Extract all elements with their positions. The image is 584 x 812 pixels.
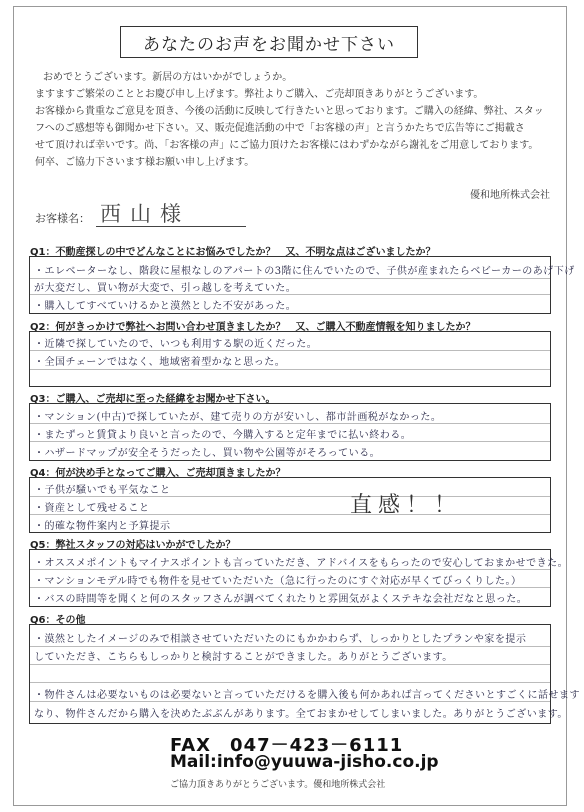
question-6: Q6：その他 — [30, 615, 86, 626]
page-title: あなたのお声をお聞かせ下さい — [120, 26, 418, 58]
answer-rule — [30, 701, 550, 702]
question-3: Q3：ご購入、ご売却に至った経緯をお聞かせ下さい。 — [30, 394, 276, 405]
answer-5-line: ・マンションモデル時でも物件を見せていただいた（急に行ったのにすぐ対応が早くてびっくりした。） — [34, 576, 522, 587]
fax-number: FAX 047－423－6111 — [170, 735, 404, 756]
answer-rule — [30, 514, 550, 515]
answer-rule — [30, 423, 550, 424]
answer-6-line: していただき、こちらもしっかりと検討することができました。ありがとうございます。 — [34, 652, 453, 663]
answer-rule — [30, 294, 550, 295]
customer-label: お客様名： — [35, 212, 90, 225]
answer-6-line: ・物件さんは必要ないものは必要ないと言っていただけるを購入後も何かあれば言ってくださいとすごくに話せます — [34, 690, 580, 701]
answer-6-line: なり、物件さんだから購入を決めたぶぶんがあります。全ておまかせしてしまいました。ありがとうございます。 — [34, 709, 568, 720]
answer-2-line: ・全国チェーンではなく、地域密着型かなと思った。 — [34, 357, 286, 368]
answer-1-line: ・エレベーターなし、階段に屋根なしのアパートの3階に住んでいたので、子供が産まれたらベビーカーのあげ下げ — [34, 266, 575, 277]
answer-1-line: ・購入してすべていけるかと漠然とした不安があった。 — [34, 301, 297, 312]
footer-thanks: ご協力頂きありがとうございます。優和地所株式会社 — [170, 780, 386, 790]
customer-name: 西山様 — [100, 202, 190, 226]
intro-line: 何卒、ご協力下さいます様お願い申し上げます。 — [35, 157, 255, 168]
answer-rule — [30, 496, 550, 497]
customer-underline — [96, 226, 246, 227]
handwritten-note: 直感！！ — [350, 493, 463, 518]
answer-rule — [30, 587, 550, 588]
company-name: 優和地所株式会社 — [470, 190, 550, 201]
answer-rule — [30, 646, 550, 647]
answer-4-line: ・資産として残せること — [34, 503, 150, 514]
answer-rule — [30, 569, 550, 570]
answer-3-line: ・またずっと賃貸より良いと言ったので、今購入すると定年までに払い終わる。 — [34, 430, 412, 441]
question-5: Q5：弊社スタッフの対応はいかがでしたか？ — [30, 540, 236, 551]
answer-rule — [30, 369, 550, 370]
answer-rule — [30, 441, 550, 442]
answer-4-line: ・子供が騒いでも平気なこと — [34, 485, 171, 496]
answer-4-line: ・的確な物件案内と予算提示 — [34, 521, 171, 532]
answer-rule — [30, 664, 550, 665]
answer-2-line: ・近隣で探していたので、いつも利用する駅の近くだった。 — [34, 339, 318, 350]
answer-5-line: ・バスの時間等を聞くと何のスタッフさんが調べてくれたりと雰囲気がよくステキな会社だなと思った。 — [34, 594, 528, 605]
question-4: Q4：何が決め手となってご購入、ご売却頂きましたか？ — [30, 468, 286, 479]
answer-1-line: が大変だし、買い物が大変で、引っ越しを考えていた。 — [34, 283, 297, 294]
intro-line: お客様から貴重なご意見を頂き、今後の活動に反映して行きたいと思っております。ご購入の経緯、弊社、スタッ — [35, 106, 544, 117]
answer-6-line: ・漠然としたイメージのみで相談させていただいたのにもかかわらず、しっかりとしたプランや家を提示 — [34, 634, 527, 645]
question-2: Q2：何がきっかけで弊社へお問い合わせ頂きましたか？ 又、ご購入不動産情報を知りましたか？ — [30, 322, 476, 333]
answer-5-line: ・オススメポイントもマイナスポイントも言っていただき、アドバイスをもらったので安心しておまかせできた。 — [34, 558, 569, 569]
answer-3-line: ・マンション(中古)で探していたが、建て売りの方が安いし、都市計画税がなかった。 — [34, 412, 442, 423]
intro-line: せて頂ければ幸いです。尚、「お客様の声」にご協力頂けたお客様にはわずかながら謝礼をご用意しております。 — [35, 140, 539, 151]
email-address: Mail:info@yuuwa-jisho.co.jp — [170, 752, 439, 772]
answer-rule — [30, 682, 550, 683]
answer-rule — [30, 350, 550, 351]
intro-text — [35, 69, 555, 171]
question-1: Q1：不動産探しの中でどんなことにお悩みでしたか？ 又、不明な点はございましたか？ — [30, 247, 436, 258]
answer-3-line: ・ハザードマップが安全そうだったし、買い物や公園等がそろっている。 — [34, 448, 381, 459]
intro-line: ますますご繁栄のこととお慶び申し上げます。弊社よりご購入、ご売却頂きありがとうございます。 — [35, 89, 484, 100]
intro-line: フへのご感想等も御聞かせ下さい。又、販売促進活動の中で「お客様の声」と言うかたちで広告等にご掲載さ — [35, 123, 525, 134]
intro-line: おめでとうございます。新居の方はいかがでしょうか。 — [43, 72, 293, 83]
